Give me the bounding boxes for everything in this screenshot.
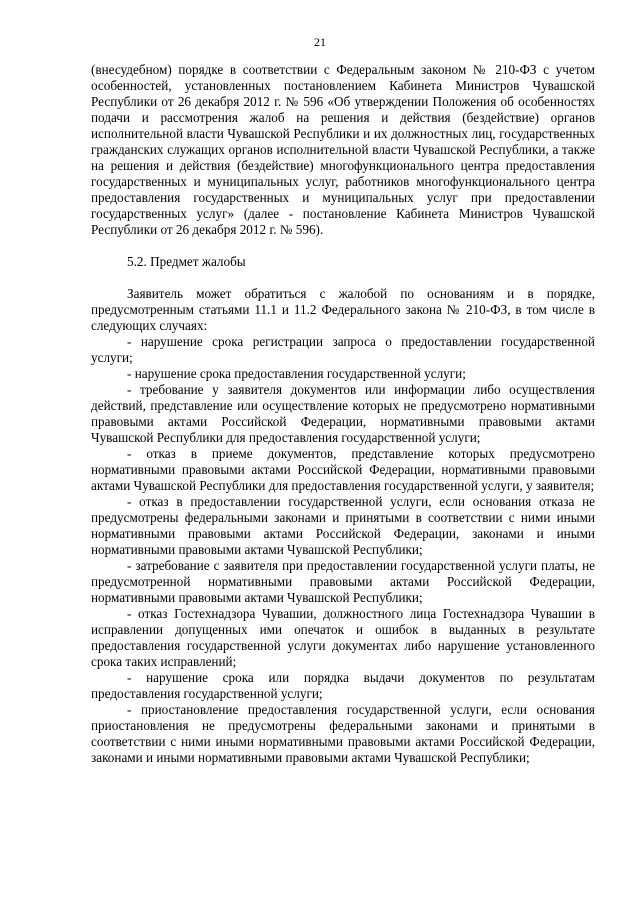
list-item: - нарушение срока или порядка выдачи документов по результатам предоставления государственной услуги; xyxy=(91,670,595,701)
list-item: - отказ в предоставлении государственной услуги, если основания отказа не предусмотрены федеральными законами и принятыми в соответствии с ними иными нормативными правовыми актами Российской Федерации, законами и иными нормативными правовыми актами Чувашской Республики; xyxy=(91,494,595,557)
document-body xyxy=(91,62,595,766)
intro-paragraph: Заявитель может обратиться с жалобой по основаниям и в порядке, предусмотренным статьями 11.1 и 11.2 Федерального закона № 210-ФЗ, в том числе в следующих случаях: xyxy=(91,286,595,333)
list-item: - требование у заявителя документов или информации либо осуществления действий, представление или осуществление которых не предусмотрено нормативными правовыми актами Российской Федерации, нормативными правовыми актами Чувашской Республики для предоставления государственной услуги; xyxy=(91,382,595,445)
list-item: - нарушение срока регистрации запроса о предоставлении государственной услуги; xyxy=(91,334,595,365)
continuation-paragraph: (внесудебном) порядке в соответствии с Федеральным законом № 210-ФЗ с учетом особенностей, установленных постановлением Кабинета Министров Чувашской Республики от 26 декабря 2012 г. № 596 «Об утверждении Положения об особенностях подачи и рассмотрения жалоб на решения и действия (бездействие) органов исполнительной власти Чувашской Республики и их должностных лиц, государственных гражданских служащих органов исполнительной власти Чувашской Республики, а также на решения и действия (бездействие) многофункционального центра предоставления государственных и муниципальных услуг, работников многофункционального центра предоставления государственных и муниципальных услуг при предоставлении государственных услуг» (далее - постановление Кабинета Министров Чувашской Республики от 26 декабря 2012 г. № 596). xyxy=(91,62,595,237)
list-item: - нарушение срока предоставления государственной услуги; xyxy=(127,366,466,381)
list-item: - отказ в приеме документов, представление которых предусмотрено нормативными правовыми актами Российской Федерации, нормативными правовыми актами Чувашской Республики для предоставления государственной услуги, у заявителя; xyxy=(91,446,595,493)
list-item: - приостановление предоставления государственной услуги, если основания приостановления не предусмотрены федеральными законами и принятыми в соответствии с ними иными нормативными правовыми актами Российской Федерации, законами и иными нормативными правовыми актами Чувашской Республики; xyxy=(91,702,595,765)
page-number: 21 xyxy=(314,35,326,49)
list-item: - затребование с заявителя при предоставлении государственной услуги платы, не предусмотренной нормативными правовыми актами Российской Федерации, нормативными правовыми актами Чувашской Республики; xyxy=(91,558,595,605)
list-item: - отказ Гостехнадзора Чувашии, должностного лица Гостехнадзора Чувашии в исправлении допущенных ими опечаток и ошибок в выданных в результате предоставления государственной услуги документах либо нарушение установленного срока таких исправлений; xyxy=(91,606,595,669)
section-heading: 5.2. Предмет жалобы xyxy=(127,254,246,269)
